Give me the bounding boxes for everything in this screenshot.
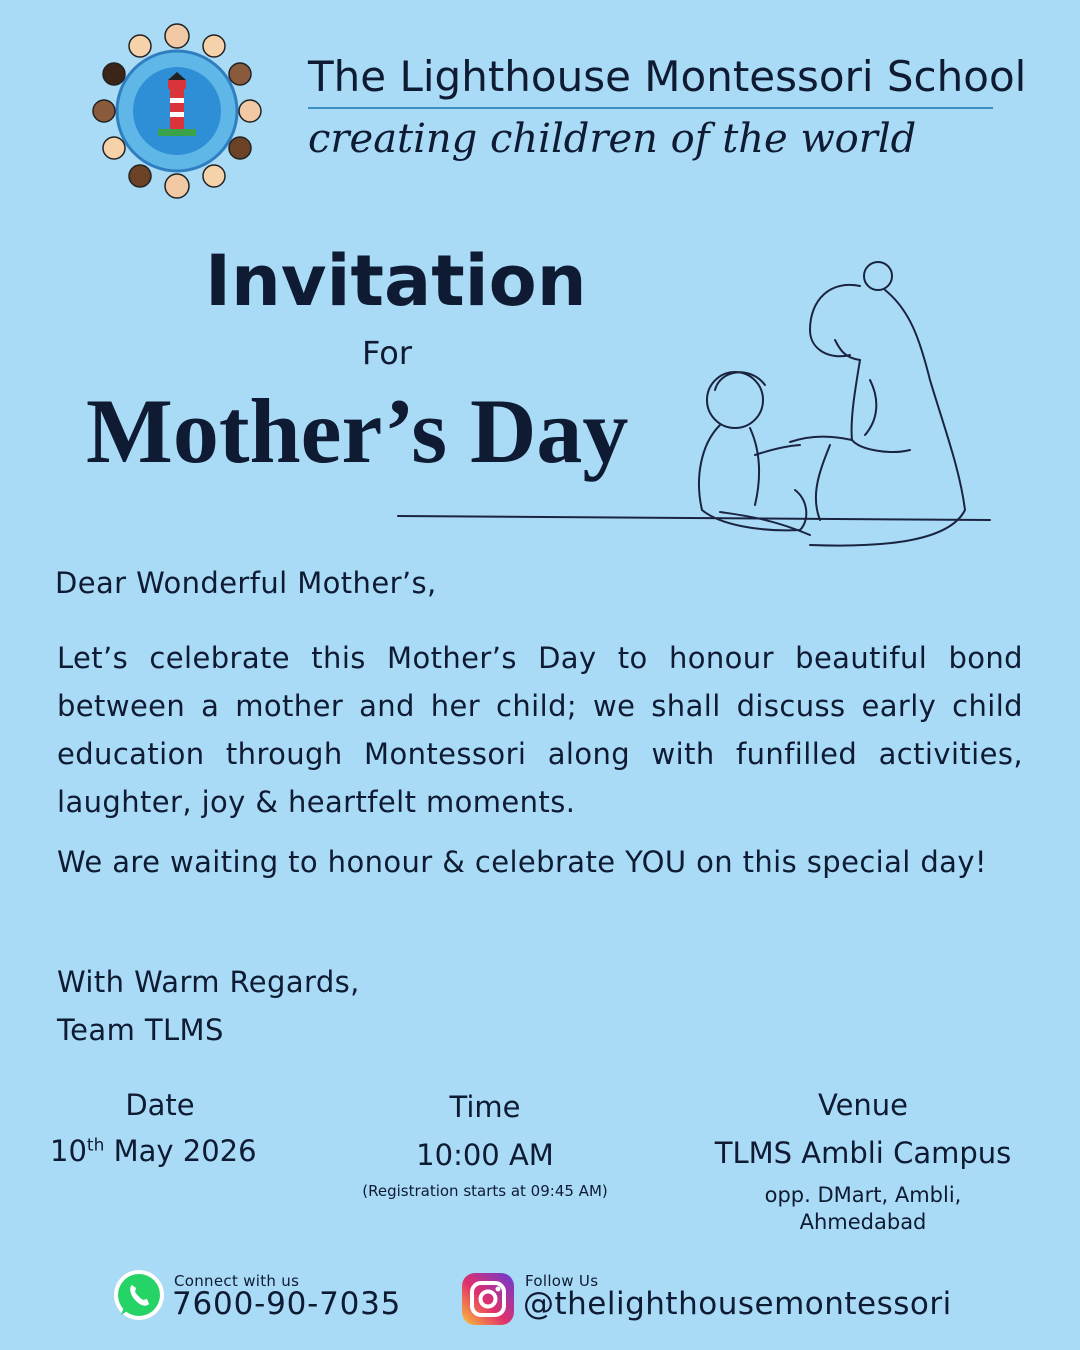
- signature-team: Team TLMS: [57, 1013, 224, 1047]
- time-label: Time: [449, 1090, 521, 1124]
- instagram-handle[interactable]: @thelighthousemontessori: [523, 1286, 952, 1322]
- school-tagline: creating children of the world: [308, 116, 917, 162]
- date-day: 10: [50, 1134, 87, 1168]
- celebration-paragraph: We are waiting to honour & celebrate YOU on this special day!: [57, 845, 987, 879]
- follow-label: Follow Us: [525, 1272, 599, 1290]
- school-logo: [88, 22, 266, 200]
- school-name: The Lighthouse Montessori School: [308, 52, 1027, 101]
- venue-label: Venue: [817, 1088, 909, 1122]
- mother-child-line-art: [390, 250, 1000, 560]
- date-suffix: th: [86, 1135, 105, 1156]
- header-divider: [308, 107, 993, 109]
- venue-name: TLMS Ambli Campus: [714, 1136, 1012, 1170]
- date-value: [50, 1134, 280, 1168]
- invitation-paragraph: Let’s celebrate this Mother’s Day to honour beautiful bond between a mother and her child; we shall discuss early child education through Montessori along with funfilled activities, laughter, joy & heartfelt moments.: [57, 641, 1023, 819]
- phone-number[interactable]: 7600-90-7035: [172, 1286, 402, 1322]
- instagram-icon[interactable]: [461, 1272, 515, 1326]
- date-label: Date: [125, 1088, 195, 1122]
- salutation: Dear Wonderful Mother’s,: [55, 566, 437, 600]
- connect-label: Connect with us: [174, 1272, 300, 1290]
- date-month-year: May 2026: [104, 1134, 257, 1168]
- registration-note: (Registration starts at 09:45 AM): [362, 1182, 608, 1200]
- time-value: 10:00 AM: [416, 1138, 554, 1172]
- title-for: For: [362, 334, 412, 372]
- page-title: Mother’s Day: [86, 380, 629, 482]
- title-invitation: Invitation: [205, 240, 587, 322]
- venue-address: opp. DMart, Ambli, Ahmedabad: [764, 1183, 962, 1234]
- whatsapp-icon[interactable]: [112, 1268, 166, 1322]
- closing-regards: With Warm Regards,: [57, 965, 360, 999]
